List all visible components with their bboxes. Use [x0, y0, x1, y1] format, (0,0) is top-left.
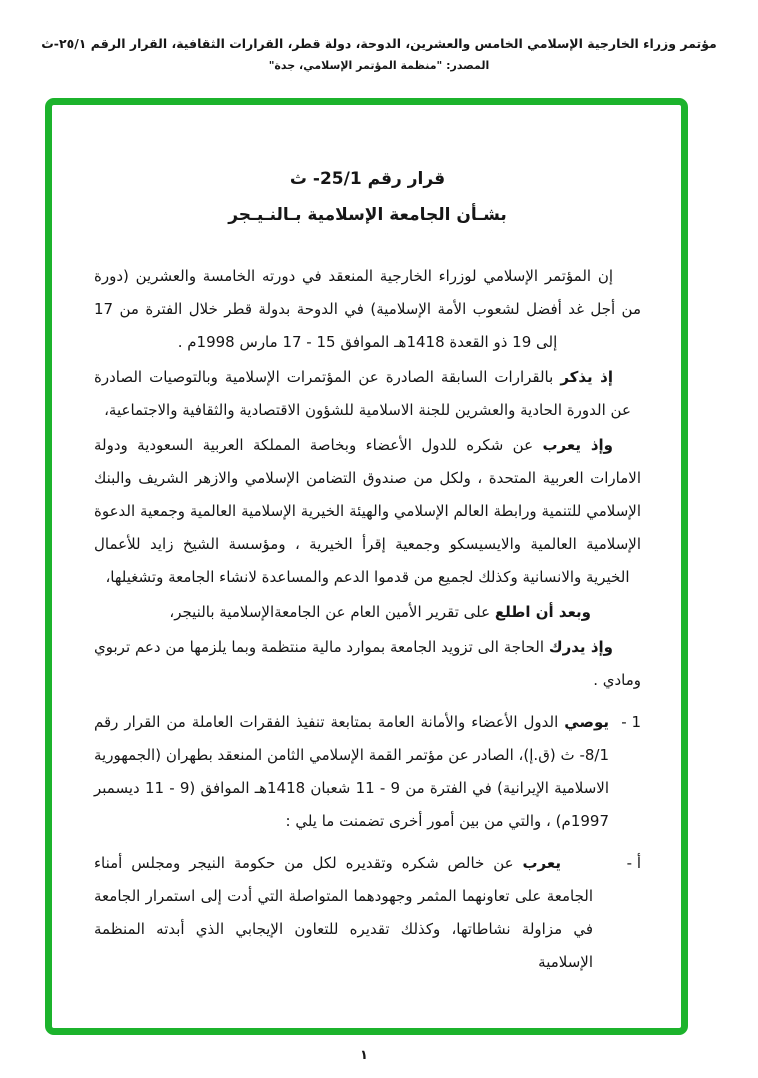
header-citation-line: مؤتمر وزراء الخارجية الإسلامي الخامس والعشرين، الدوحة، دولة قطر، القرارات الثقافية، القرار الرقم ٢٥/١-ث — [41, 36, 717, 51]
paragraph-text: عن شكره للدول الأعضاء وبخاصة المملكة العربية السعودية ودولة الامارات العربية المتحدة ، ولكل من صندوق التضامن الإسلامي والازهر الشريف والبنك الإسلامي للتنمية ورابطة العالم الإسلامي والهيئة الخيرية الإسلامية العالمية وجمعية الدعوة الإسلامية العالمية والايسيسكو وجمعية إقرأ الخيرية ، ومؤسسة الشيخ زايد للأعمال الخيرية والانسانية وكذلك لجميع من قدموا الدعم والمساعدة لانشاء الجامعة وتشغيلها، — [94, 436, 641, 586]
header-source-line: المصدر: "منظمة المؤتمر الإسلامي، جدة" — [268, 59, 490, 72]
paragraph-thanks — [94, 429, 641, 594]
item-body: عن خالص شكره وتقديره لكل من حكومة النيجر ومجلس أمناء الجامعة على تعاونهما المثمر وجهودهما المتواصلة التي أدت إلى استمرار الجامعة في مزاولة نشاطاتها، وكذلك تقديره للتعاون الإيجابي الذي أبدته المنظمة الإسلامية — [94, 854, 593, 971]
paragraph-text: على تقرير الأمين العام عن الجامعةالإسلامية بالنيجر، — [169, 603, 495, 621]
document-title — [94, 161, 641, 233]
paragraph-lead: إذ يذكر — [560, 368, 613, 386]
item-letter-marker: - أ — [626, 854, 641, 872]
item-body: الدول الأعضاء والأمانة العامة بمتابعة تنفيذ الفقرات العاملة من القرار رقم 8/1- ث (ق.إ)، الصادر عن مؤتمر القمة الإسلامي الثامن المنعقد بطهران (الجمهورية الاسلامية الإيرانية) في الفترة من 9 - 11 شعبان 1418هـ الموافق (9 - 11 ديسمبر 1997م) ، والتي من بين أمور أخرى تضمنت ما يلي : — [94, 713, 610, 830]
numbered-item-1 — [94, 706, 641, 838]
paragraph-lead: وبعد أن اطلع — [494, 603, 591, 621]
document-content — [52, 105, 681, 979]
document-body — [94, 260, 641, 979]
green-border-frame — [45, 98, 688, 1035]
lettered-item-a — [94, 847, 641, 979]
paragraph-awareness — [94, 631, 641, 697]
paragraph-text: إن المؤتمر الإسلامي لوزراء الخارجية المنعقد في دورته الخامسة والعشرين (دورة من أجل غد أفضل لشعوب الأمة الإسلامية) في الدوحة بدولة قطر خلال الفترة من 17 إلى 19 ذو القعدة 1418هـ الموافق 15 - 17 مارس 1998م . — [94, 267, 641, 351]
title-decision-number: قرار رقم 25/1- ث — [289, 169, 446, 189]
paragraph-text: الحاجة الى تزويد الجامعة بموارد مالية منتظمة وبما يلزمها من دعم تربوي ومادي . — [94, 638, 641, 689]
item-text — [94, 847, 593, 979]
paragraph-preamble — [94, 260, 641, 359]
item-lead: يعرب — [522, 854, 561, 872]
item-number-marker: - 1 — [621, 713, 641, 731]
document-header — [0, 36, 758, 72]
paragraph-lead: وإذ يعرب — [542, 436, 613, 454]
title-subject: بشـأن الجامعة الإسلامية بـالنـيـجر — [228, 205, 507, 225]
item-lead: يوصي — [564, 713, 609, 731]
paragraph-text: بالقرارات السابقة الصادرة عن المؤتمرات الإسلامية وبالتوصيات الصادرة عن الدورة الحادية والعشرين للجنة الاسلامية للشؤون الاقتصادية والثقافية والاجتماعية، — [94, 368, 631, 419]
paragraph-report — [94, 596, 641, 629]
paragraph-lead: وإذ يدرك — [548, 638, 613, 656]
item-text — [94, 706, 609, 838]
paragraph-recalling — [94, 361, 641, 427]
page-number: ١ — [360, 1048, 368, 1063]
